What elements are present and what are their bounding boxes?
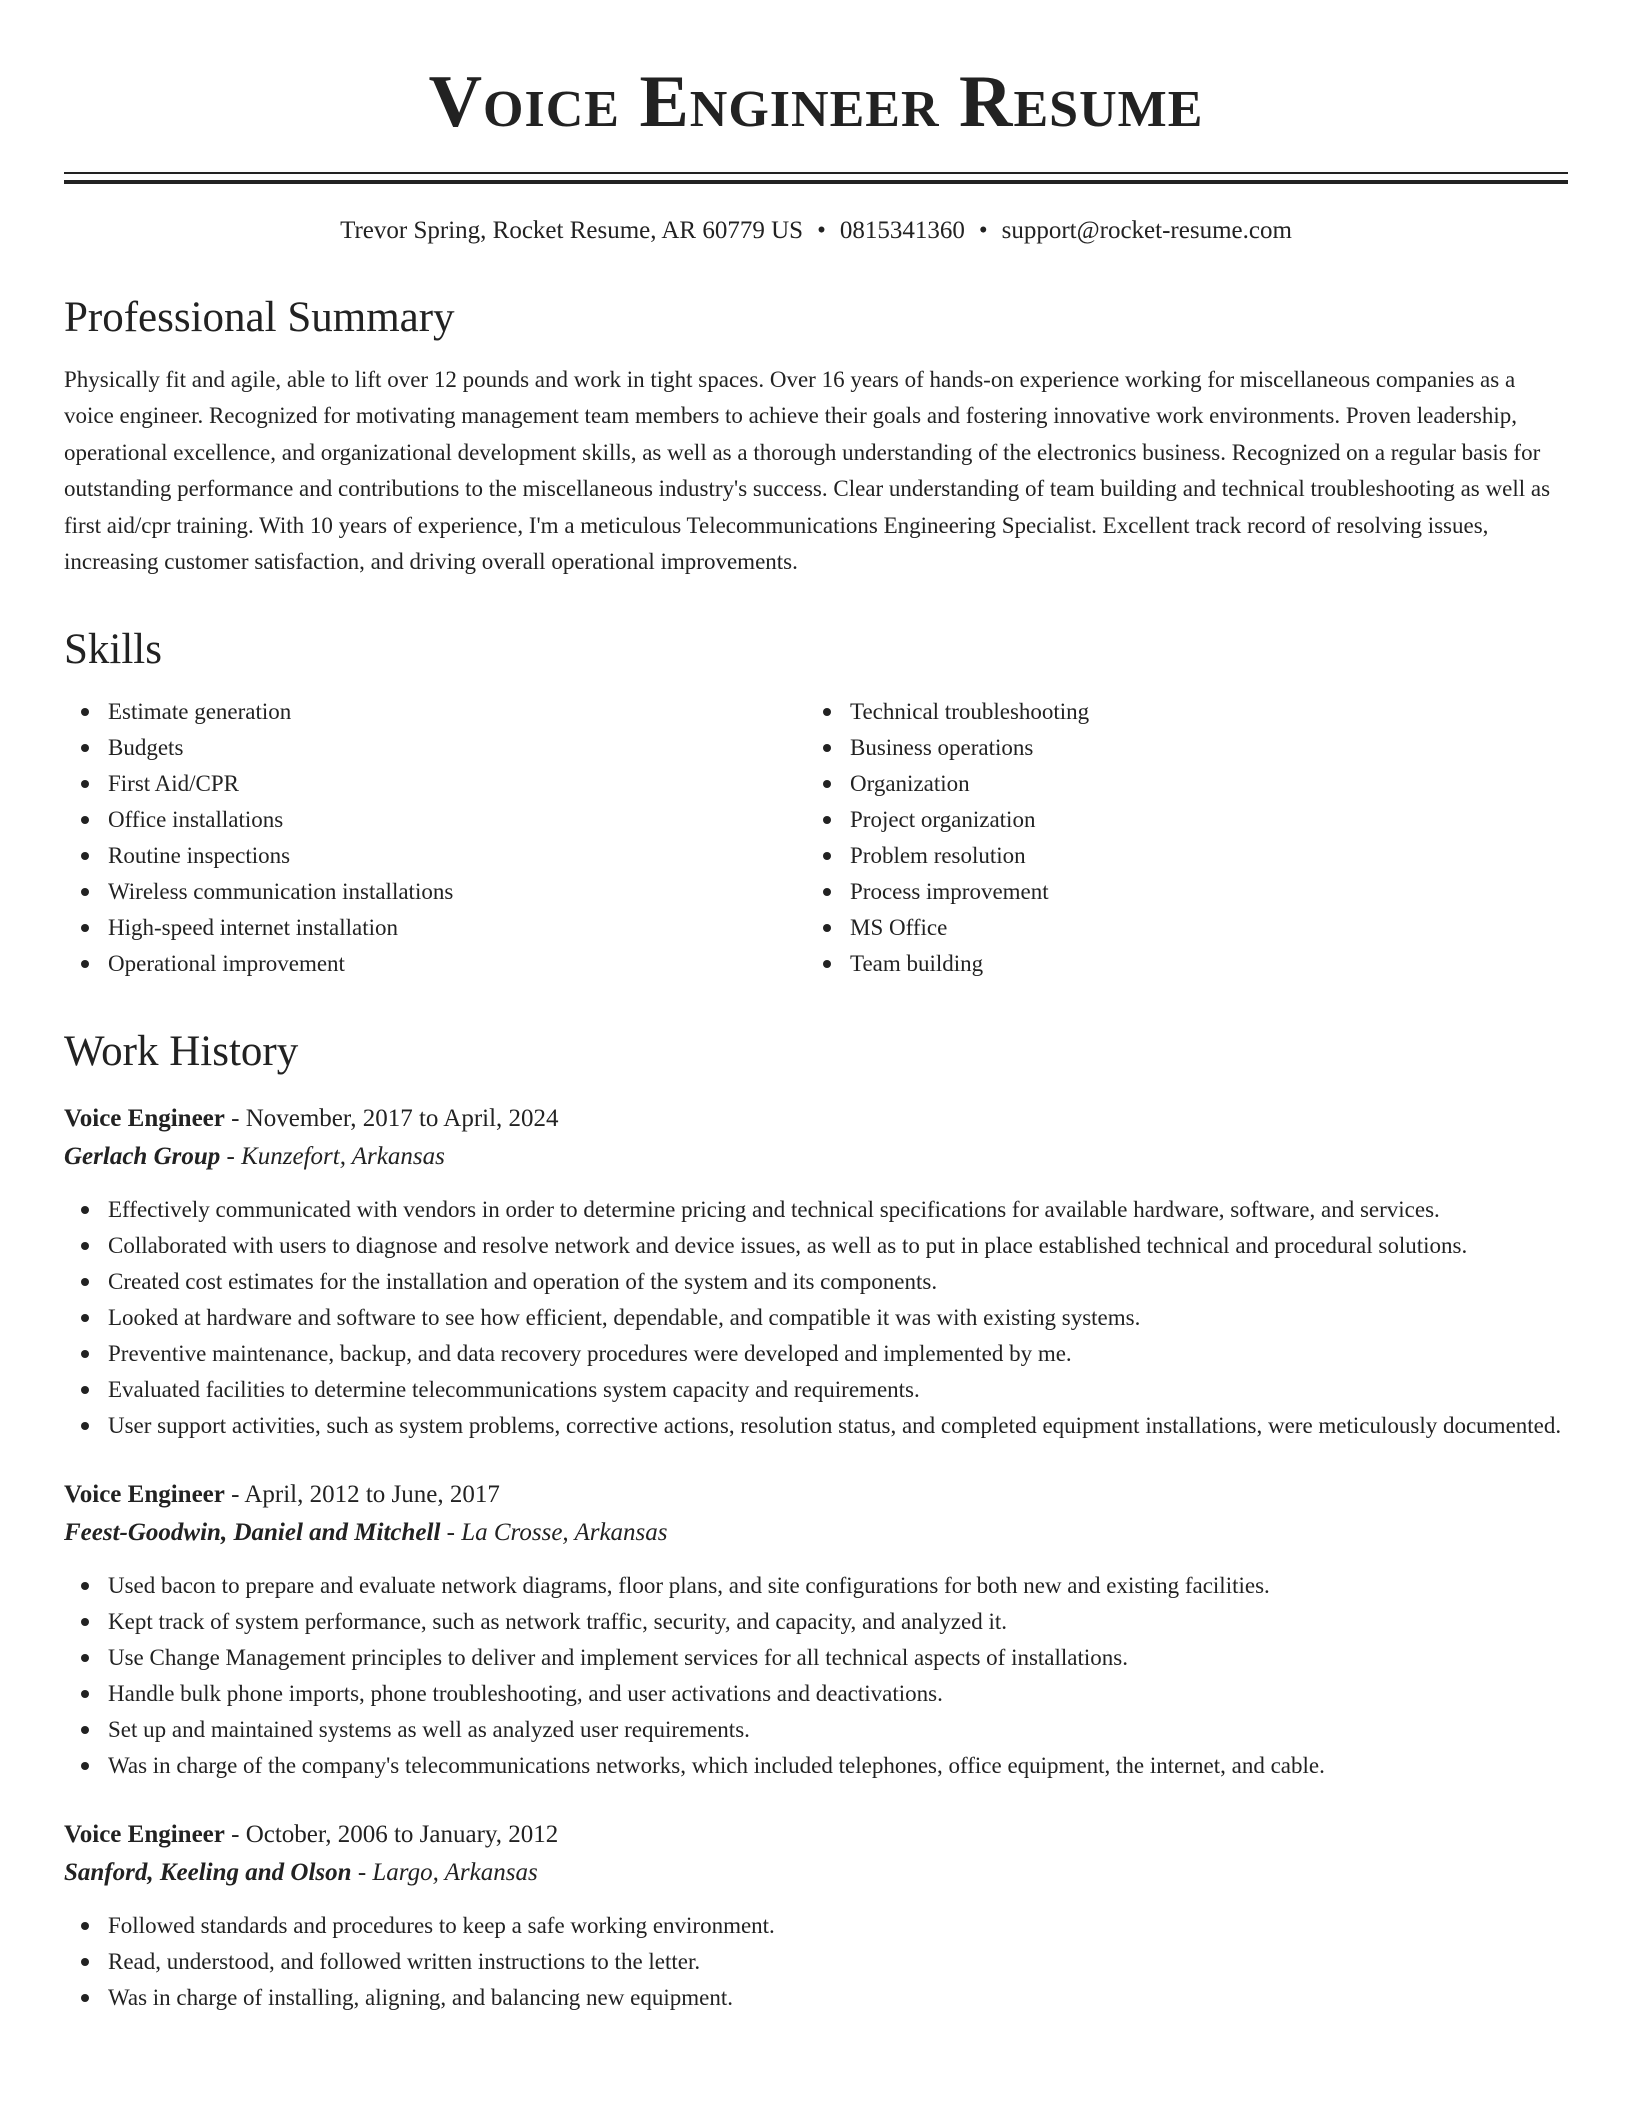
skill-item: Routine inspections — [64, 838, 806, 874]
title-divider-thin — [64, 172, 1568, 174]
job-duty: Set up and maintained systems as well as analyzed user requirements. — [64, 1712, 1568, 1748]
job-company-line — [64, 1514, 1568, 1552]
job-title: Voice Engineer — [64, 1821, 225, 1849]
summary-heading: Professional Summary — [64, 294, 455, 341]
contact-email: support@rocket-resume.com — [1001, 217, 1292, 244]
work-history-section — [64, 1026, 1568, 2016]
job-company: Gerlach Group — [64, 1143, 221, 1171]
job-company-line — [64, 1854, 1568, 1892]
job-title-line — [64, 1476, 1568, 1514]
summary-text: Physically fit and agile, able to lift over 12 pounds and work in tight spaces. Over 16 years of hands-on experience working for miscellaneous companies as a voice engineer. Recognized for motivating management team members to achieve their goals and fostering innovative work environments. Proven leadership, operational excellence, and organizational development skills, as well as a thorough understanding of the electronics business. Recognized on a regular basis for outstanding performance and contributions to the miscellaneous industry's success. Clear understanding of team building and technical troubleshooting as well as first aid/cpr training. With 10 years of experience, I'm a meticulous Telecommunications Engineering Specialist. Excellent track record of resolving issues, increasing customer satisfaction, and driving overall operational improvements. — [64, 367, 1551, 575]
job-entry — [64, 1100, 1568, 1444]
contact-phone: 0815341360 — [839, 217, 965, 244]
job-title-line — [64, 1816, 1568, 1854]
skill-item: Office installations — [64, 802, 806, 838]
job-title: Voice Engineer — [64, 1481, 225, 1509]
job-duty: Was in charge of the company's telecommunications networks, which included telephones, office equipment, the internet, and cable. — [64, 1748, 1568, 1784]
job-dates: - April, 2012 to June, 2017 — [224, 1481, 500, 1509]
skills-section — [64, 624, 1568, 982]
job-duty: Collaborated with users to diagnose and resolve network and device issues, as well as to put in place established technical and procedural solutions. — [64, 1228, 1568, 1264]
job-entry — [64, 1816, 1568, 2016]
skill-item: Budgets — [64, 730, 806, 766]
job-title: Voice Engineer — [64, 1105, 225, 1133]
job-company: Feest-Goodwin, Daniel and Mitchell — [64, 1519, 441, 1547]
skill-item: Team building — [806, 946, 1548, 982]
contact-line — [64, 214, 1568, 248]
skill-item: MS Office — [806, 910, 1548, 946]
job-duty: Created cost estimates for the installation and operation of the system and its components. — [64, 1264, 1568, 1300]
resume-title: Voice Engineer Resume — [428, 61, 1204, 143]
job-duty: Handle bulk phone imports, phone troubleshooting, and user activations and deactivations. — [64, 1676, 1568, 1712]
job-location: - Largo, Arkansas — [351, 1859, 538, 1887]
job-title-line — [64, 1100, 1568, 1138]
job-duty: Effectively communicated with vendors in order to determine pricing and technical specifications for available hardware, software, and services. — [64, 1192, 1568, 1228]
job-duty: Read, understood, and followed written instructions to the letter. — [64, 1944, 1568, 1980]
skill-item: High-speed internet installation — [64, 910, 806, 946]
job-location: - Kunzefort, Arkansas — [220, 1143, 445, 1171]
job-duty: Was in charge of installing, aligning, and balancing new equipment. — [64, 1980, 1568, 2016]
job-entry — [64, 1476, 1568, 1784]
job-duty: Kept track of system performance, such as network traffic, security, and capacity, and analyzed it. — [64, 1604, 1568, 1640]
contact-separator: • — [978, 217, 988, 244]
skill-item: Process improvement — [806, 874, 1548, 910]
job-dates: - November, 2017 to April, 2024 — [224, 1105, 559, 1133]
skills-column-left — [64, 694, 806, 982]
skill-item: Wireless communication installations — [64, 874, 806, 910]
job-duty: Used bacon to prepare and evaluate network diagrams, floor plans, and site configurations for both new and existing facilities. — [64, 1568, 1568, 1604]
skill-item: Technical troubleshooting — [806, 694, 1548, 730]
job-duty: Preventive maintenance, backup, and data recovery procedures were developed and implemented by me. — [64, 1336, 1568, 1372]
skill-item: Problem resolution — [806, 838, 1548, 874]
job-duties-list — [64, 1568, 1568, 1784]
job-company-line — [64, 1138, 1568, 1176]
job-duties-list — [64, 1192, 1568, 1444]
skills-heading: Skills — [64, 626, 162, 674]
work-history-heading: Work History — [64, 1028, 299, 1076]
skill-item: Operational improvement — [64, 946, 806, 982]
job-duty: User support activities, such as system problems, corrective actions, resolution status, and completed equipment installations, were meticulously documented. — [64, 1408, 1568, 1444]
job-duty: Followed standards and procedures to keep a safe working environment. — [64, 1908, 1568, 1944]
skill-item: Project organization — [806, 802, 1548, 838]
job-duty: Looked at hardware and software to see how efficient, dependable, and compatible it was with existing systems. — [64, 1300, 1568, 1336]
skill-item: Business operations — [806, 730, 1548, 766]
summary-section — [64, 292, 1568, 580]
skill-item: Estimate generation — [64, 694, 806, 730]
contact-separator: • — [817, 217, 826, 244]
job-company: Sanford, Keeling and Olson — [64, 1859, 352, 1887]
job-location: - La Crosse, Arkansas — [440, 1519, 668, 1547]
job-duty: Evaluated facilities to determine telecommunications system capacity and requirements. — [64, 1372, 1568, 1408]
title-divider-thick — [64, 180, 1568, 184]
skills-column-right — [806, 694, 1548, 982]
job-duties-list — [64, 1908, 1568, 2016]
skill-item: Organization — [806, 766, 1548, 802]
job-duty: Use Change Management principles to deliver and implement services for all technical aspects of installations. — [64, 1640, 1568, 1676]
contact-address: Trevor Spring, Rocket Resume, AR 60779 US — [340, 217, 804, 244]
job-dates: - October, 2006 to January, 2012 — [224, 1821, 559, 1849]
skills-grid — [64, 694, 1568, 982]
skill-item: First Aid/CPR — [64, 766, 806, 802]
